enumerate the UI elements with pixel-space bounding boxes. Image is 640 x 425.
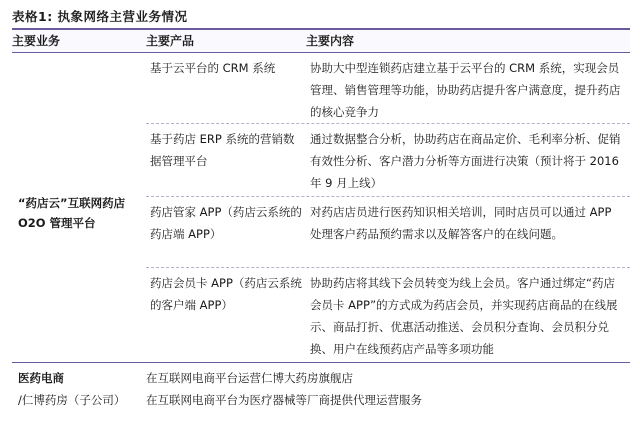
business-name-line1: “药店云”互联网药店: [18, 196, 126, 210]
ecommerce-content-1: 在互联网电商平台运营仁博大药房旗舰店: [146, 371, 353, 385]
table-row: [146, 53, 630, 124]
content-cell: 通过数据整合分析，协助药店在商品定价、毛利率分析、促销有效性分析、客户潜力分析等方面进行决策（预计将于 2016 年 9 月上线）: [310, 132, 621, 190]
ecommerce-section: [12, 363, 630, 411]
ecommerce-business-line2: /仁博药房（子公司）: [18, 393, 126, 407]
table-row: [146, 197, 630, 268]
product-cell: 基于药店 ERP 系统的营销数据管理平台: [150, 132, 295, 168]
content-cell: 协助大中型连锁药店建立基于云平台的 CRM 系统，实现会员管理、销售管理等功能，协助药店提升客户满意度，提升药店的核心竞争力: [310, 61, 621, 119]
header-content: 主要内容: [306, 34, 355, 48]
business-name-line2: O2O 管理平台: [18, 216, 96, 230]
header-product: 主要产品: [146, 34, 195, 48]
table-body: [12, 53, 630, 362]
table-title: 表格1: 执象网络主营业务情况: [12, 6, 630, 30]
product-cell: 基于云平台的 CRM 系统: [150, 61, 276, 75]
product-cell: 药店会员卡 APP（药店云系统的客户端 APP）: [150, 276, 302, 312]
product-cell: 药店管家 APP（药店云系统的药店端 APP）: [150, 205, 302, 241]
product-rows: [146, 53, 630, 362]
content-cell: 协助药店将其线下会员转变为线上会员。客户通过绑定“药店会员卡 APP”的方式成为药店会员，并实现药店商品的在线展示、商品打折、优惠活动推送、会员积分查询、会员积分兑换、用户在线预药店产品等多项功能: [310, 276, 618, 356]
header-business: 主要业务: [12, 34, 61, 48]
table-header-row: [12, 30, 630, 53]
ecommerce-content-2: 在互联网电商平台为医疗器械等厂商提供代理运营服务: [146, 393, 422, 407]
business-cell: [12, 53, 146, 359]
content-cell: 对药店店员进行医药知识相关培训，同时店员可以通过 APP 处理客户药品预约需求以及解答客户的在线问题。: [310, 205, 612, 241]
table-row: [146, 124, 630, 197]
ecommerce-business-line1: 医药电商: [18, 371, 64, 385]
table-row: [146, 268, 630, 362]
table-row: [12, 367, 630, 389]
table-row: [12, 389, 630, 411]
